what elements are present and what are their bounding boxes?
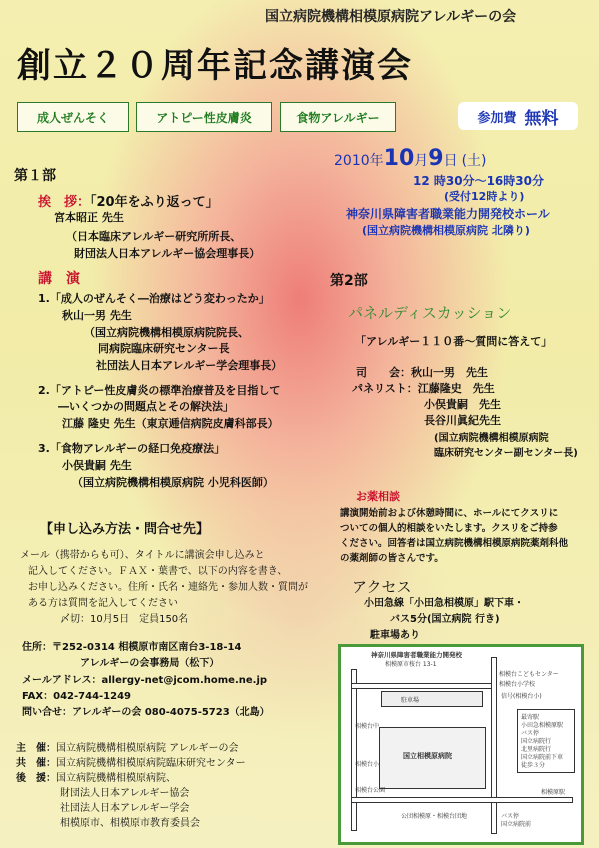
panel-member-aff2: 臨床研究センター副センター長) [434, 448, 578, 459]
panel-member-3: 長谷川眞紀先生 [424, 414, 501, 427]
greeting-aff2: 財団法人日本アレルギー協会理事長） [74, 247, 261, 260]
map-bus-3: バス停 [521, 730, 540, 737]
lecture2-title1: 2.「アトピー性皮膚炎の標準治療普及を目指して [38, 384, 281, 397]
fee-value: 無料 [524, 108, 559, 129]
support-row [16, 769, 176, 784]
panel-mc: 司 会：秋山一男 先生 [356, 366, 488, 379]
map-bus-6: 国立病院前下車 [521, 754, 564, 761]
map-parking: 駐車場 [401, 697, 420, 704]
greeting-speaker: 宮本昭正 先生 [54, 211, 124, 224]
lecture1-aff3: 社団法人日本アレルギー学会理事長） [96, 359, 283, 372]
map-bus-stop2: 国立病院前 [501, 821, 532, 828]
tag-atopic-dermatitis: アトピー性皮膚炎 [136, 102, 272, 132]
map-kodomo: 相模台こどもセンター [499, 671, 559, 678]
map-bus-7: 徒歩３分 [521, 762, 546, 769]
apply-line-3: お申し込みください。住所・氏名・連絡先・参加人数・質問が [28, 582, 308, 593]
apply-fax: FAX：042-744-1249 [22, 691, 132, 702]
map-signal: 信号(相模台小) [501, 693, 542, 700]
support-1: 国立病院機構相模原病院、 [56, 773, 176, 784]
map-bus-4: 国立病院行 [521, 738, 552, 745]
panel-subtitle: 「アレルギー１１０番～質問に答えて」 [355, 335, 553, 348]
event-reception: (受付12時より) [444, 190, 525, 203]
lecture3-aff: （国立病院機構相模原病院 小児科医師） [72, 476, 274, 489]
map-station: 相模原駅 [541, 789, 566, 796]
map-bus-2: 小田急相模原駅 [521, 722, 564, 729]
host-row [16, 739, 239, 754]
cohost-row [16, 754, 246, 769]
lecture2-speaker: 江藤 隆史 先生（東京逓信病院皮膚科部長） [62, 417, 279, 430]
map-park: 相模台公園 [355, 787, 386, 794]
map-hospital: 国立相模原病院 [403, 752, 452, 760]
consult-line-1: 講演開始前および休憩時間に、ホールにてクスリに [340, 508, 559, 519]
panel-member-2: 小俣貴嗣 先生 [424, 398, 501, 411]
event-venue-note: (国立病院機構相模原病院 北隣り) [362, 224, 530, 237]
date-weekday: (土) [461, 153, 487, 169]
date-month-unit: 月 [414, 153, 429, 169]
date-day: 9 [428, 146, 444, 171]
support-label: 後 援： [16, 773, 56, 784]
tag-food-allergy: 食物アレルギー [280, 102, 396, 132]
event-date [334, 146, 487, 171]
map-bus-1: 最寄駅 [521, 714, 540, 721]
access-line-3: 駐車場あり [370, 630, 420, 641]
apply-email-row [22, 671, 267, 686]
support-4: 相模原市、相模原市教育委員会 [60, 818, 200, 829]
greeting-line [38, 191, 219, 210]
map-center: 相模台中 [355, 723, 380, 730]
apply-deadline: 〆切：10月5日 定員150名 [60, 614, 189, 625]
map-elem: 相模台小 [355, 761, 380, 768]
apply-email[interactable]: allergy-net@jcom.home.ne.jp [101, 675, 268, 686]
map-road-main [491, 657, 497, 834]
apply-address2: アレルギーの会事務局（松下） [80, 658, 220, 669]
map-bus-5: 北里病院行 [521, 746, 552, 753]
date-year: 2010年 [334, 153, 384, 169]
lecture1-aff1: （国立病院機構相模原病院院長、 [84, 326, 249, 339]
lecture3-title: 3.「食物アレルギーの経口免疫療法」 [38, 442, 226, 455]
page-title: 創立２０周年記念講演会 [17, 46, 413, 86]
map-school-block [381, 691, 483, 707]
apply-line-2: 記入してください。ＦＡＸ・葉書で、以下の内容を書き、 [28, 566, 288, 577]
apply-phone: 問い合せ：アレルギーの会 080-4075-5723（北島） [22, 707, 270, 718]
panel-title: パネルディスカッション [348, 304, 512, 322]
access-line-2: バス5分(国立病院 行き) [390, 614, 500, 625]
map-school-addr: 相模原市桜台 13-1 [385, 661, 437, 668]
map-road-bottom-label: 公団相模原・相模台団地 [401, 813, 468, 820]
date-month: 10 [383, 146, 415, 171]
consult-line-3: ください。回答者は国立病院機構相模原病院薬剤科他 [340, 538, 569, 549]
host: 国立病院機構相模原病院 アレルギーの会 [56, 743, 239, 754]
cohost-label: 共 催： [16, 758, 56, 769]
access-line-1: 小田急線「小田急相模原」駅下車・ [364, 598, 524, 609]
fee-label: 参加費 [477, 110, 517, 126]
lecture2-title2: ―いくつかの問題点とその解決法」 [58, 400, 234, 413]
map-bus-stop: バス停 [501, 813, 520, 820]
organizer-top: 国立病院機構相模原病院アレルギーの会 [265, 9, 517, 25]
event-venue: 神奈川県障害者職業能力開発校ホール [346, 207, 550, 221]
lecture1-speaker: 秋山一男 先生 [62, 309, 132, 322]
apply-email-label: メールアドレス： [22, 675, 102, 686]
map-road-top [351, 683, 493, 689]
consult-heading: お薬相談 [356, 490, 400, 503]
host-label: 主 催： [16, 743, 56, 754]
greeting-title: 「20年をふり返って」 [90, 195, 219, 210]
map-school2: 相模台小学校 [499, 681, 536, 688]
map-school: 神奈川県障害者職業能力開発校 [371, 651, 462, 659]
apply-line-1: メール（携帯からも可）、タイトルに講演会申し込みと [20, 550, 265, 561]
part1-heading: 第１部 [14, 168, 56, 184]
greeting-label: 挨 拶： [38, 195, 91, 210]
access-map [338, 644, 584, 845]
access-heading: アクセス [352, 578, 412, 596]
apply-address: 住所：〒252-0314 相模原市南区南台3-18-14 [22, 642, 242, 653]
lecture-label: 講 演 [38, 271, 80, 287]
support-2: 財団法人日本アレルギー協会 [60, 788, 190, 799]
lecture1-aff2: 同病院臨床研究センター長 [98, 342, 230, 355]
map-road-left [351, 669, 357, 831]
consult-line-4: の薬剤師の皆さんです。 [340, 553, 444, 564]
map-road-bottom [351, 797, 573, 803]
date-day-unit: 日 [443, 153, 458, 169]
lecture3-speaker: 小俣貴嗣 先生 [62, 459, 132, 472]
support-3: 社団法人日本アレルギー学会 [60, 803, 190, 814]
apply-line-4: ある方は質問を記入してください [28, 598, 178, 609]
part2-heading: 第2部 [330, 273, 368, 289]
tag-adult-asthma: 成人ぜんそく [17, 102, 129, 132]
consult-line-2: ついての個人的相談をいたします。クスリをご持参 [340, 523, 558, 534]
fee-badge [458, 102, 578, 130]
apply-heading: 【申し込み方法・問合せ先】 [40, 522, 210, 537]
event-time: 12 時30分～16時30分 [413, 174, 544, 188]
lecture1-title: 1.「成人のぜんそく―治療はどう変わったか」 [38, 292, 270, 305]
greeting-aff1: （日本臨床アレルギー研究所所長、 [66, 230, 242, 243]
cohost: 国立病院機構相模原病院臨床研究センター [56, 758, 246, 769]
panel-member-1: パネリスト：江藤隆史 先生 [352, 382, 495, 395]
panel-member-aff1: (国立病院機構相模原病院 [434, 433, 549, 444]
